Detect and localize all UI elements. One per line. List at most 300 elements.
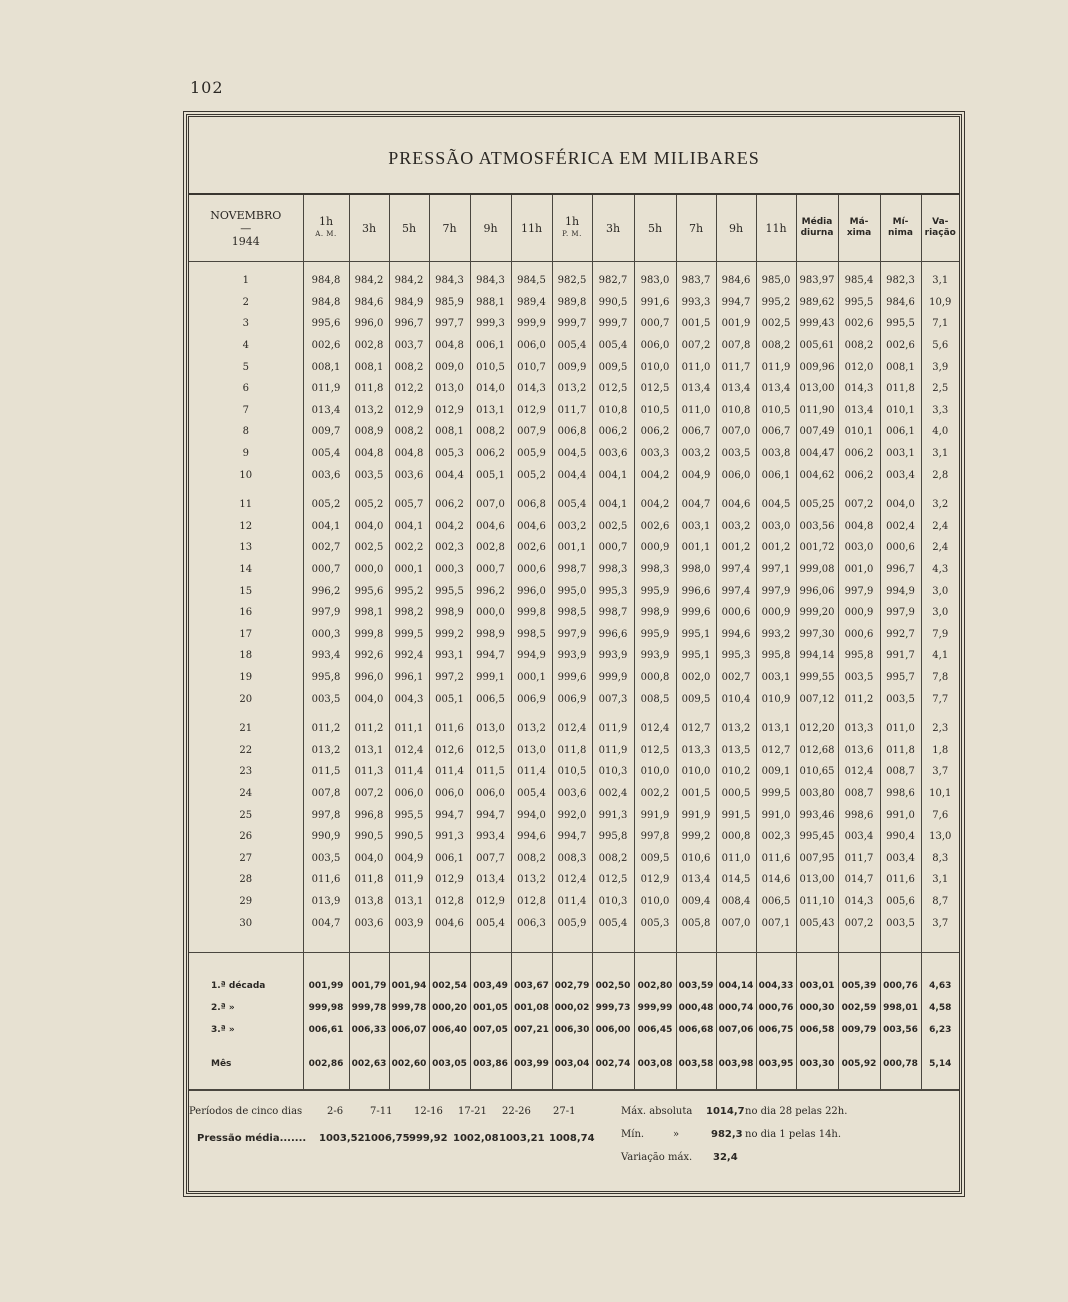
min-ditto: » bbox=[673, 1128, 680, 1140]
value-cell: 995,3 bbox=[716, 645, 756, 667]
periods-label: Períodos de cinco dias bbox=[189, 1105, 303, 1117]
spacer-cell bbox=[634, 934, 676, 953]
value-cell: 005,4 bbox=[592, 335, 634, 357]
value-cell: 007,95 bbox=[796, 847, 838, 869]
value-cell: 001,1 bbox=[676, 537, 716, 559]
value-cell: 005,1 bbox=[470, 464, 511, 486]
value-cell: 004,2 bbox=[429, 516, 470, 538]
spacer-cell bbox=[470, 934, 511, 953]
day-cell: 22 bbox=[239, 744, 253, 756]
pressure-1: 1003,52 bbox=[319, 1132, 365, 1144]
value-cell: 006,3 bbox=[511, 912, 552, 934]
table-row bbox=[189, 516, 959, 538]
value-cell: 984,6 bbox=[880, 292, 921, 314]
value-cell: 014,5 bbox=[716, 869, 756, 891]
day-cell: 19 bbox=[239, 671, 253, 683]
value-cell: 002,5 bbox=[756, 313, 796, 335]
spacer-cell bbox=[429, 486, 470, 494]
value-cell: 002,6 bbox=[511, 537, 552, 559]
value-cell: 011,2 bbox=[838, 688, 880, 710]
spacer-cell bbox=[189, 934, 303, 953]
value-cell: 997,4 bbox=[716, 580, 756, 602]
value-cell: 003,5 bbox=[880, 912, 921, 934]
day-cell: 6 bbox=[242, 383, 249, 395]
spacer-cell bbox=[676, 1041, 716, 1053]
value-cell: 004,7 bbox=[303, 912, 349, 934]
value-cell: 000,3 bbox=[429, 559, 470, 581]
value-cell: 013,00 bbox=[796, 869, 838, 891]
variacao-header bbox=[921, 195, 959, 262]
value-cell: 991,9 bbox=[634, 804, 676, 826]
summary-value: 001,79 bbox=[349, 975, 389, 997]
value-cell: 994,6 bbox=[511, 826, 552, 848]
pressure-2: 1006,75 bbox=[364, 1132, 410, 1144]
value-cell: 3,1 bbox=[921, 443, 959, 465]
value-cell: 008,1 bbox=[880, 356, 921, 378]
value-cell: 999,5 bbox=[389, 624, 429, 646]
summary-value: 998,01 bbox=[880, 997, 921, 1019]
value-cell: 004,5 bbox=[756, 494, 796, 516]
value-cell: 011,5 bbox=[470, 761, 511, 783]
value-cell: 003,80 bbox=[796, 783, 838, 805]
value-cell: 000,5 bbox=[716, 783, 756, 805]
period-1: 2-6 bbox=[327, 1105, 344, 1117]
value-cell: 3,9 bbox=[921, 356, 959, 378]
value-cell: 003,0 bbox=[756, 516, 796, 538]
spacer-cell bbox=[796, 934, 838, 953]
table-row bbox=[189, 688, 959, 710]
value-cell: 000,6 bbox=[511, 559, 552, 581]
value-cell: 002,0 bbox=[676, 667, 716, 689]
value-cell: 009,4 bbox=[676, 891, 716, 913]
value-cell: 013,2 bbox=[349, 400, 389, 422]
summary-value: 002,63 bbox=[349, 1053, 389, 1075]
media-label: diurna bbox=[800, 228, 834, 238]
day-cell: 17 bbox=[239, 628, 253, 640]
value-cell: 013,2 bbox=[511, 869, 552, 891]
spacer-cell bbox=[470, 1075, 511, 1090]
spacer-cell bbox=[189, 1075, 303, 1090]
value-cell: 999,20 bbox=[796, 602, 838, 624]
value-cell: 013,0 bbox=[511, 739, 552, 761]
table-row bbox=[189, 400, 959, 422]
value-cell: 005,9 bbox=[552, 912, 592, 934]
summary-value: 006,45 bbox=[634, 1019, 676, 1041]
value-cell: 1,8 bbox=[921, 739, 959, 761]
spacer-row bbox=[189, 934, 959, 953]
value-cell: 005,9 bbox=[511, 443, 552, 465]
value-cell: 011,8 bbox=[552, 739, 592, 761]
value-cell: 005,43 bbox=[796, 912, 838, 934]
spacer-cell bbox=[921, 1041, 959, 1053]
value-cell: 993,4 bbox=[470, 826, 511, 848]
spacer-cell bbox=[716, 262, 756, 271]
value-cell: 011,3 bbox=[349, 761, 389, 783]
hour-header-3 bbox=[429, 195, 470, 262]
spacer-cell bbox=[389, 934, 429, 953]
value-cell: 2,4 bbox=[921, 516, 959, 538]
spacer-cell bbox=[880, 710, 921, 718]
value-cell: 005,4 bbox=[552, 494, 592, 516]
dash: — bbox=[240, 221, 252, 235]
summary-value: 002,79 bbox=[552, 975, 592, 997]
value-cell: 995,7 bbox=[880, 667, 921, 689]
min-text: no dia 1 pelas 14h. bbox=[745, 1128, 842, 1140]
value-cell: 994,7 bbox=[716, 292, 756, 314]
spacer-cell bbox=[796, 710, 838, 718]
value-cell: 010,0 bbox=[634, 356, 676, 378]
value-cell: 006,8 bbox=[552, 421, 592, 443]
value-cell: 985,4 bbox=[838, 270, 880, 292]
spacer-cell bbox=[756, 262, 796, 271]
summary-value: 007,05 bbox=[470, 1019, 511, 1041]
summary-value: 002,59 bbox=[838, 997, 880, 1019]
value-cell: 008,4 bbox=[716, 891, 756, 913]
spacer-cell bbox=[303, 934, 349, 953]
summary-value: 003,86 bbox=[470, 1053, 511, 1075]
value-cell: 998,3 bbox=[634, 559, 676, 581]
value-cell: 995,5 bbox=[880, 313, 921, 335]
table-frame bbox=[186, 114, 962, 1194]
value-cell: 011,0 bbox=[676, 356, 716, 378]
summary-value: 007,21 bbox=[511, 1019, 552, 1041]
value-cell: 012,6 bbox=[429, 739, 470, 761]
table-row bbox=[189, 761, 959, 783]
value-cell: 990,5 bbox=[349, 826, 389, 848]
spacer-cell bbox=[429, 710, 470, 718]
hour-header-9 bbox=[676, 195, 716, 262]
spacer-cell bbox=[189, 710, 303, 718]
value-cell: 006,0 bbox=[429, 783, 470, 805]
value-cell: 000,0 bbox=[349, 559, 389, 581]
value-cell: 005,3 bbox=[634, 912, 676, 934]
value-cell: 997,9 bbox=[303, 602, 349, 624]
media-header bbox=[796, 195, 838, 262]
spacer-cell bbox=[756, 710, 796, 718]
value-cell: 013,2 bbox=[716, 718, 756, 740]
value-cell: 006,2 bbox=[838, 443, 880, 465]
value-cell: 004,62 bbox=[796, 464, 838, 486]
min-label: Mín. bbox=[621, 1128, 645, 1140]
spacer-cell bbox=[838, 952, 880, 975]
value-cell: 993,9 bbox=[552, 645, 592, 667]
value-cell: 002,8 bbox=[470, 537, 511, 559]
value-cell: 014,0 bbox=[470, 378, 511, 400]
value-cell: 005,2 bbox=[511, 464, 552, 486]
value-cell: 003,1 bbox=[880, 443, 921, 465]
day-cell: 7 bbox=[242, 404, 249, 416]
day-cell: 11 bbox=[239, 499, 253, 511]
spacer-cell bbox=[511, 710, 552, 718]
value-cell: 984,8 bbox=[303, 292, 349, 314]
value-cell: 011,0 bbox=[716, 847, 756, 869]
spacer-cell bbox=[592, 952, 634, 975]
table-row bbox=[189, 356, 959, 378]
value-cell: 012,4 bbox=[389, 739, 429, 761]
value-cell: 005,3 bbox=[429, 443, 470, 465]
summary-value: 003,04 bbox=[552, 1053, 592, 1075]
value-cell: 013,4 bbox=[676, 378, 716, 400]
value-cell: 990,5 bbox=[389, 826, 429, 848]
table-row bbox=[189, 270, 959, 292]
value-cell: 007,7 bbox=[470, 847, 511, 869]
summary-value: 002,50 bbox=[592, 975, 634, 997]
value-cell: 011,8 bbox=[880, 378, 921, 400]
hour-header-10 bbox=[716, 195, 756, 262]
table-row bbox=[189, 378, 959, 400]
value-cell: 004,6 bbox=[429, 912, 470, 934]
value-cell: 996,7 bbox=[880, 559, 921, 581]
summary-value: 003,59 bbox=[676, 975, 716, 997]
value-cell: 3,7 bbox=[921, 912, 959, 934]
value-cell: 989,8 bbox=[552, 292, 592, 314]
value-cell: 008,7 bbox=[880, 761, 921, 783]
value-cell: 7,1 bbox=[921, 313, 959, 335]
summary-row bbox=[189, 975, 959, 997]
value-cell: 011,4 bbox=[511, 761, 552, 783]
value-cell: 988,1 bbox=[470, 292, 511, 314]
summary-value: 003,67 bbox=[511, 975, 552, 997]
header-row bbox=[189, 195, 959, 262]
value-cell: 002,5 bbox=[592, 516, 634, 538]
value-cell: 003,0 bbox=[838, 537, 880, 559]
spacer-cell bbox=[634, 486, 676, 494]
summary-value: 000,76 bbox=[756, 997, 796, 1019]
value-cell: 009,7 bbox=[303, 421, 349, 443]
value-cell: 012,4 bbox=[634, 718, 676, 740]
value-cell: 2,4 bbox=[921, 537, 959, 559]
value-cell: 995,1 bbox=[676, 645, 716, 667]
value-cell: 984,6 bbox=[349, 292, 389, 314]
value-cell: 997,9 bbox=[756, 580, 796, 602]
spacer-cell bbox=[429, 262, 470, 271]
value-cell: 002,5 bbox=[349, 537, 389, 559]
spacer-cell bbox=[756, 952, 796, 975]
value-cell: 002,8 bbox=[349, 335, 389, 357]
spacer-cell bbox=[921, 262, 959, 271]
value-cell: 995,9 bbox=[634, 580, 676, 602]
spacer-cell bbox=[429, 1075, 470, 1090]
value-cell: 004,2 bbox=[634, 464, 676, 486]
value-cell: 013,00 bbox=[796, 378, 838, 400]
hour-label: 5h bbox=[401, 221, 417, 235]
hour-label: 5h bbox=[647, 221, 663, 235]
value-cell: 010,0 bbox=[634, 891, 676, 913]
value-cell: 001,72 bbox=[796, 537, 838, 559]
value-cell: 993,46 bbox=[796, 804, 838, 826]
value-cell: 010,65 bbox=[796, 761, 838, 783]
spacer-cell bbox=[349, 952, 389, 975]
value-cell: 007,0 bbox=[716, 421, 756, 443]
summary-value: 004,14 bbox=[716, 975, 756, 997]
footer bbox=[189, 1090, 959, 1201]
day-cell: 13 bbox=[239, 542, 253, 554]
spacer-cell bbox=[634, 710, 676, 718]
value-cell: 006,8 bbox=[511, 494, 552, 516]
value-cell: 013,1 bbox=[756, 718, 796, 740]
value-cell: 994,6 bbox=[716, 624, 756, 646]
value-cell: 002,7 bbox=[716, 667, 756, 689]
spacer-cell bbox=[756, 934, 796, 953]
summary-value: 003,05 bbox=[429, 1053, 470, 1075]
summary-row bbox=[189, 1019, 959, 1041]
hour-label: 7h bbox=[442, 221, 457, 235]
hour-header-7 bbox=[592, 195, 634, 262]
value-cell: 013,9 bbox=[303, 891, 349, 913]
value-cell: 013,5 bbox=[716, 739, 756, 761]
period-2: 7-11 bbox=[370, 1105, 393, 1117]
summary-row bbox=[189, 1053, 959, 1075]
month-label: NOVEMBRO bbox=[210, 208, 282, 222]
spacer-cell bbox=[349, 262, 389, 271]
value-cell: 995,3 bbox=[592, 580, 634, 602]
spacer-cell bbox=[189, 262, 303, 271]
value-cell: 002,4 bbox=[880, 516, 921, 538]
summary-value: 000,20 bbox=[429, 997, 470, 1019]
value-cell: 13,0 bbox=[921, 826, 959, 848]
value-cell: 013,4 bbox=[470, 869, 511, 891]
spacer-cell bbox=[838, 486, 880, 494]
value-cell: 985,0 bbox=[756, 270, 796, 292]
spacer-cell bbox=[552, 710, 592, 718]
value-cell: 998,6 bbox=[880, 783, 921, 805]
spacer-cell bbox=[676, 1075, 716, 1090]
value-cell: 014,7 bbox=[838, 869, 880, 891]
value-cell: 003,6 bbox=[349, 912, 389, 934]
value-cell: 3,1 bbox=[921, 869, 959, 891]
pressure-6: 1008,74 bbox=[549, 1132, 595, 1144]
minima-header bbox=[880, 195, 921, 262]
value-cell: 007,3 bbox=[592, 688, 634, 710]
table-row bbox=[189, 313, 959, 335]
value-cell: 010,7 bbox=[511, 356, 552, 378]
value-cell: 995,2 bbox=[389, 580, 429, 602]
summary-value: 999,73 bbox=[592, 997, 634, 1019]
value-cell: 000,9 bbox=[838, 602, 880, 624]
value-cell: 011,0 bbox=[676, 400, 716, 422]
value-cell: 997,1 bbox=[756, 559, 796, 581]
spacer-cell bbox=[796, 952, 838, 975]
value-cell: 003,5 bbox=[349, 464, 389, 486]
value-cell: 011,4 bbox=[552, 891, 592, 913]
day-cell: 24 bbox=[239, 787, 253, 799]
spacer-cell bbox=[921, 710, 959, 718]
summary-value: 007,06 bbox=[716, 1019, 756, 1041]
spacer-cell bbox=[634, 262, 676, 271]
day-cell: 2 bbox=[242, 296, 249, 308]
summary-value: 003,01 bbox=[796, 975, 838, 997]
spacer-row bbox=[189, 952, 959, 975]
day-cell: 9 bbox=[242, 448, 249, 460]
summary-value: 000,48 bbox=[676, 997, 716, 1019]
value-cell: 984,9 bbox=[389, 292, 429, 314]
spacer-cell bbox=[389, 1041, 429, 1053]
value-cell: 984,6 bbox=[716, 270, 756, 292]
value-cell: 3,1 bbox=[921, 270, 959, 292]
value-cell: 3,0 bbox=[921, 602, 959, 624]
value-cell: 006,2 bbox=[429, 494, 470, 516]
spacer-cell bbox=[921, 952, 959, 975]
value-cell: 996,7 bbox=[389, 313, 429, 335]
value-cell: 997,8 bbox=[303, 804, 349, 826]
spacer-cell bbox=[303, 1041, 349, 1053]
summary-value: 002,80 bbox=[634, 975, 676, 997]
spacer-cell bbox=[389, 710, 429, 718]
value-cell: 006,0 bbox=[716, 464, 756, 486]
value-cell: 990,4 bbox=[880, 826, 921, 848]
hour-label: 1h bbox=[318, 215, 334, 228]
value-cell: 006,9 bbox=[511, 688, 552, 710]
spacer-cell bbox=[592, 710, 634, 718]
value-cell: 991,3 bbox=[592, 804, 634, 826]
spacer-cell bbox=[838, 1041, 880, 1053]
period-label: A. M. bbox=[315, 230, 337, 238]
summary-value: 003,99 bbox=[511, 1053, 552, 1075]
value-cell: 000,1 bbox=[511, 667, 552, 689]
value-cell: 004,0 bbox=[349, 688, 389, 710]
day-cell: 30 bbox=[239, 917, 253, 929]
value-cell: 000,1 bbox=[389, 559, 429, 581]
value-cell: 014,3 bbox=[838, 891, 880, 913]
table-row bbox=[189, 559, 959, 581]
value-cell: 998,9 bbox=[470, 624, 511, 646]
pressure-5: 1003,21 bbox=[499, 1132, 545, 1144]
spacer-cell bbox=[189, 1041, 303, 1053]
value-cell: 000,7 bbox=[634, 313, 676, 335]
summary-value: 006,33 bbox=[349, 1019, 389, 1041]
value-cell: 998,1 bbox=[349, 602, 389, 624]
day-cell: 16 bbox=[239, 607, 253, 619]
value-cell: 002,6 bbox=[880, 335, 921, 357]
spacer-cell bbox=[349, 1075, 389, 1090]
spacer-cell bbox=[921, 1075, 959, 1090]
value-cell: 013,4 bbox=[303, 400, 349, 422]
spacer-cell bbox=[552, 952, 592, 975]
value-cell: 998,5 bbox=[552, 602, 592, 624]
day-cell: 28 bbox=[239, 874, 253, 886]
value-cell: 012,8 bbox=[429, 891, 470, 913]
value-cell: 011,1 bbox=[389, 718, 429, 740]
summary-value: 001,99 bbox=[303, 975, 349, 997]
table-row bbox=[189, 602, 959, 624]
table-row bbox=[189, 624, 959, 646]
value-cell: 997,9 bbox=[552, 624, 592, 646]
summary-label: 1.ª década bbox=[211, 980, 266, 991]
table-row bbox=[189, 667, 959, 689]
value-cell: 004,9 bbox=[389, 847, 429, 869]
value-cell: 012,9 bbox=[429, 869, 470, 891]
value-cell: 012,8 bbox=[511, 891, 552, 913]
value-cell: 013,0 bbox=[429, 378, 470, 400]
spacer-cell bbox=[189, 952, 303, 975]
spacer-cell bbox=[552, 262, 592, 271]
value-cell: 012,9 bbox=[389, 400, 429, 422]
spacer-cell bbox=[756, 486, 796, 494]
value-cell: 002,6 bbox=[838, 313, 880, 335]
summary-value: 001,05 bbox=[470, 997, 511, 1019]
spacer-cell bbox=[921, 486, 959, 494]
table-row bbox=[189, 537, 959, 559]
value-cell: 001,2 bbox=[756, 537, 796, 559]
hour-label: 3h bbox=[605, 221, 621, 235]
value-cell: 2,3 bbox=[921, 718, 959, 740]
value-cell: 013,4 bbox=[838, 400, 880, 422]
hour-label: 9h bbox=[728, 221, 744, 235]
value-cell: 004,3 bbox=[389, 688, 429, 710]
value-cell: 005,4 bbox=[592, 912, 634, 934]
summary-value: 006,07 bbox=[389, 1019, 429, 1041]
value-cell: 013,3 bbox=[838, 718, 880, 740]
